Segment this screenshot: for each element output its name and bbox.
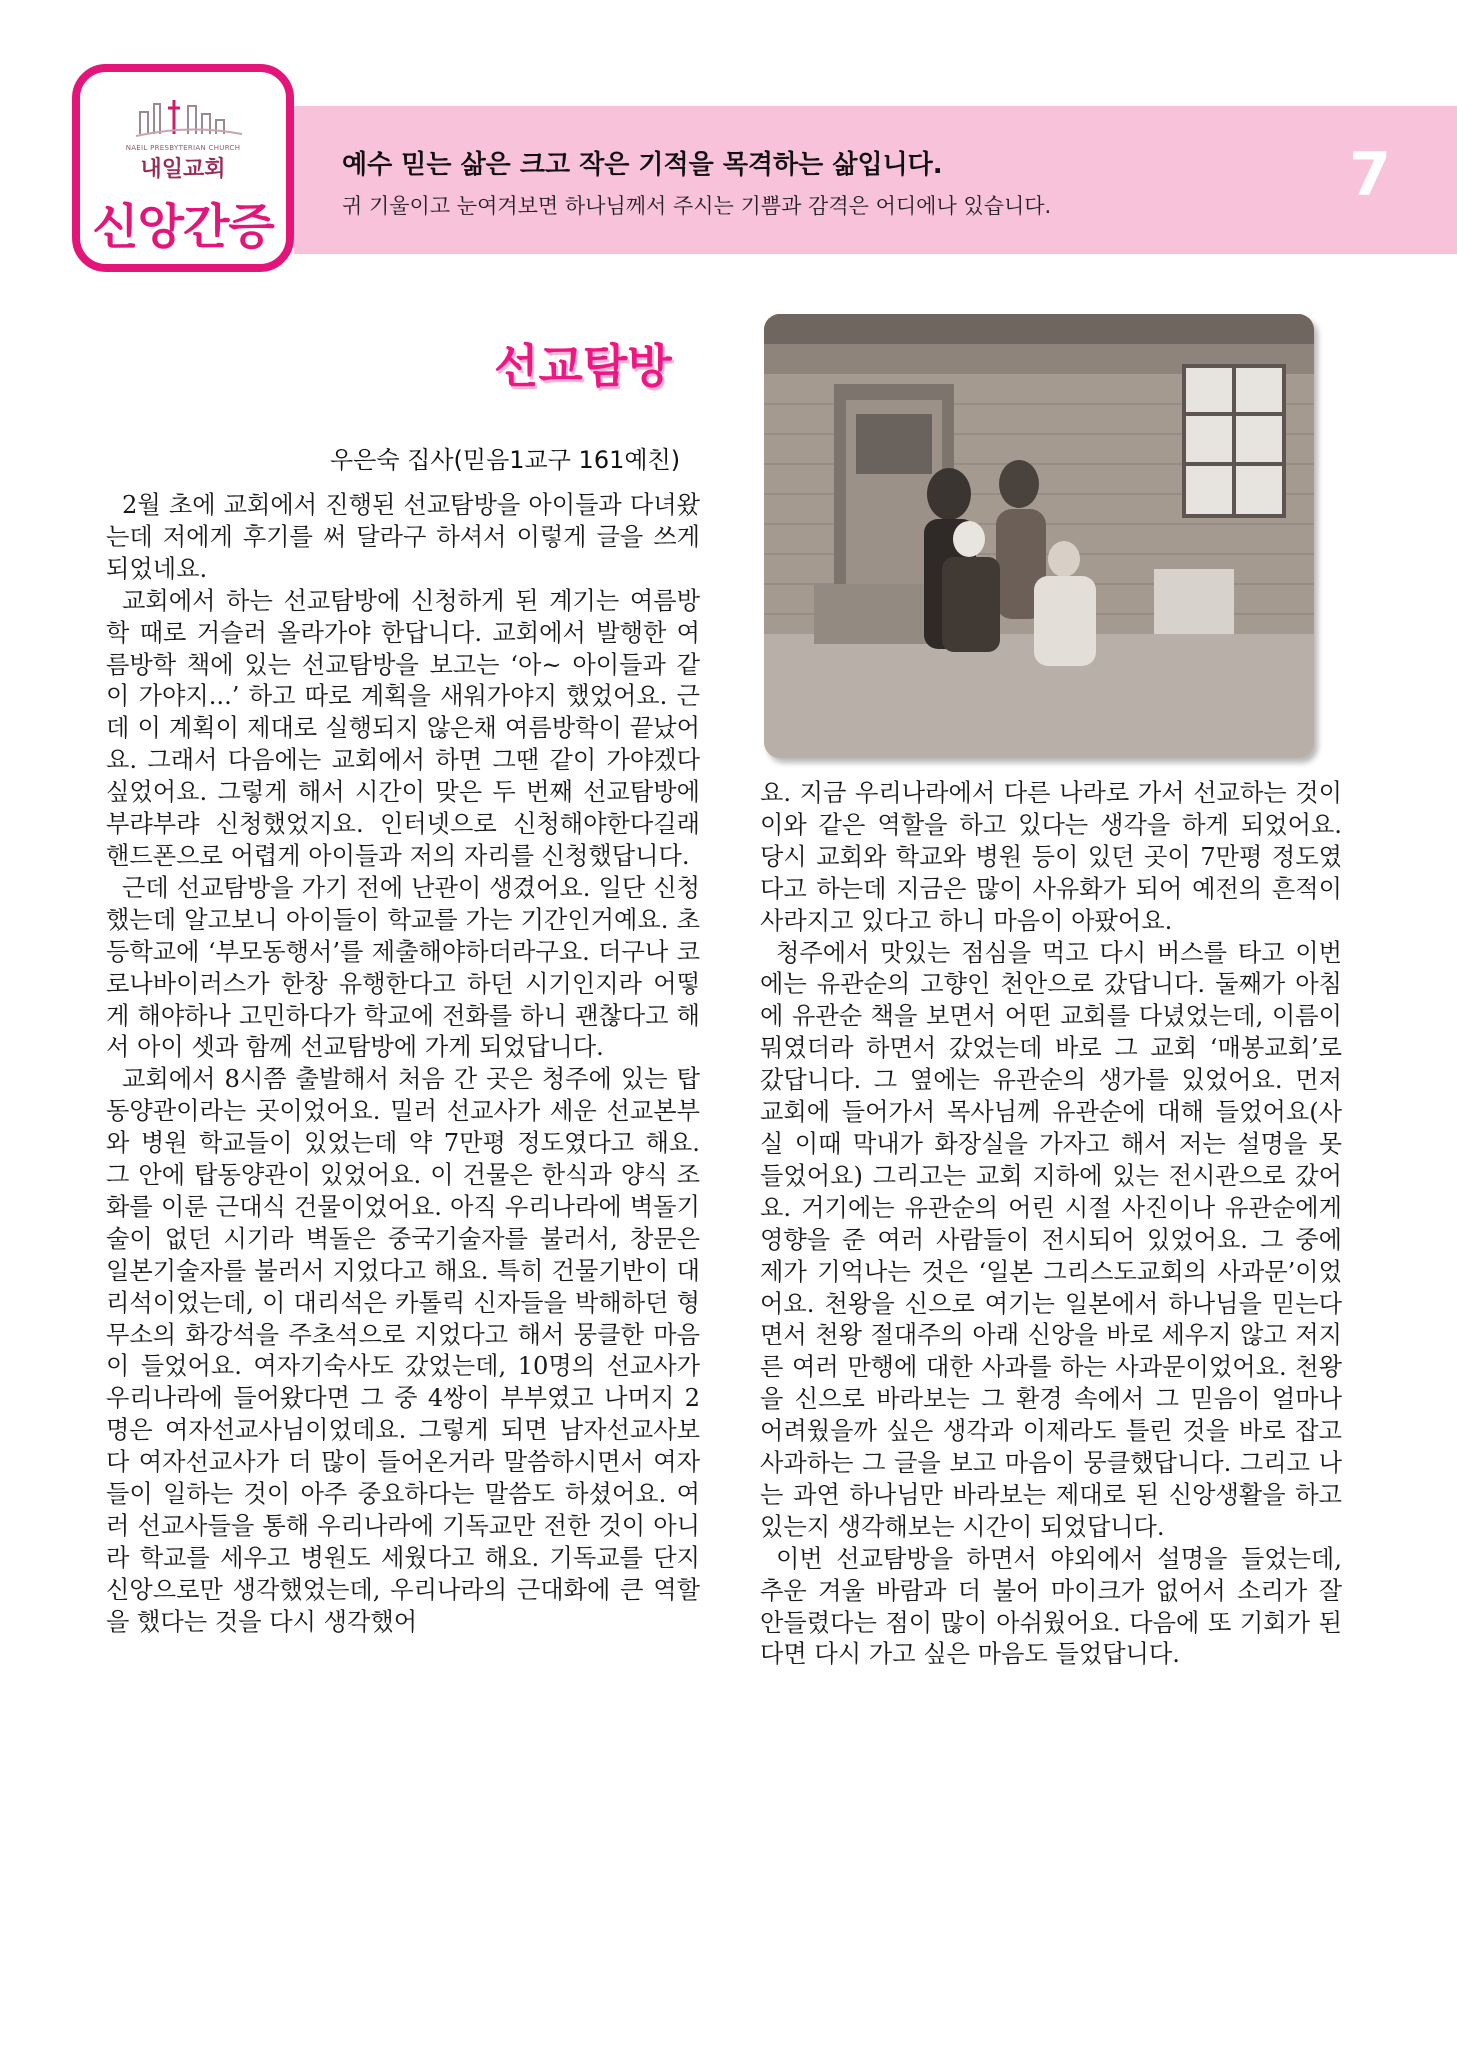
paragraph: 청주에서 맛있는 점심을 먹고 다시 버스를 타고 이번에는 유관순의 고향인 천안으로 갔답니다. 둘째가 아침에 유관순 책을 보면서 어떤 교회를 다녔었는데, 이름이 뭐였더라 하면서 갔었는데 바로 그 교회 ‘매봉교회’로 갔답니다. 그 옆에는 유관순의 생가를 있었어요. 먼저 교회에 들어가서 목사님께 유관순에 대해 들었어요(사실 이때 막내가 화장실을 가자고 해서 저는 설명을 못 들었어요) 그리고는 교회 지하에 있는 전시관으로 갔어요. 거기에는 유관순의 어린 시절 사진이나 유관순에게 영향을 준 여러 사람들이 전시되어 있었어요. 그 중에 제가 기억나는 것은 ‘일본 그리스도교회의 사과문’이었어요. 천왕을 신으로 여기는 일본에서 하나님을 믿는다면서 천왕 절대주의 아래 신앙을 바로 세우지 않고 저지른 여러 만행에 대한 사과를 하는 사과문이었어요. 천왕을 신으로 바라보는 그 환경 속에서 그 믿음이 얼마나 어려웠을까 싶은 생각과 이제라도 틀린 것을 바로 잡고 사과하는 그 글을 보고 마음이 뭉클했답니다. 그리고 나는 과연 하나님만 바라보는 제대로 된 신앙생활을 하고 있는지 생각해보는 시간이 되었답니다. [760, 938, 1342, 1541]
paragraph: 2월 초에 교회에서 진행된 선교탐방을 아이들과 다녀왔는데 저에게 후기를 써 달라구 하셔서 이렇게 글을 쓰게 되었네요. [106, 491, 700, 583]
article-column-left [106, 490, 700, 1639]
page-number: 7 [1349, 140, 1391, 210]
banner-subtitle: 귀 기울이고 눈여겨보면 하나님께서 주시는 기쁨과 감격은 어디에나 있습니다. [342, 194, 1052, 218]
paragraph: 요. 지금 우리나라에서 다른 나라로 가서 선교하는 것이 이와 같은 역할을 하고 있다는 생각을 하게 되었어요. 당시 교회와 학교와 병원 등이 있던 곳이 7만평 정도였다고 하는데 지금은 많이 사유화가 되어 예전의 흔적이 사라지고 있다고 하니 마음이 아팠어요. [760, 779, 1342, 935]
paragraph: 교회에서 하는 선교탐방에 신청하게 된 계기는 여름방학 때로 거슬러 올라가야 한답니다. 교회에서 발행한 여름방학 책에 있는 선교탐방을 보고는 ‘아~ 아이들과 같이 가야지...’ 하고 따로 계획을 새워가야지 했었어요. 근데 이 계획이 제대로 실행되지 않은채 여름방학이 끝났어요. 그래서 다음에는 교회에서 하면 그땐 같이 가야겠다 싶었어요. 그렇게 해서 시간이 맞은 두 번째 선교탐방에 부랴부랴 신청했었지요. 인터넷으로 신청해야한다길래 핸드폰으로 어렵게 아이들과 저의 자리를 신청했답니다. [106, 586, 700, 870]
article-byline: 우은숙 집사(믿음1교구 161예친) [330, 446, 681, 474]
header-banner [294, 106, 1457, 254]
logo-subtitle: NAEIL PRESBYTERIAN CHURCH [125, 144, 241, 152]
family-photo [764, 314, 1314, 758]
church-skyline-icon [134, 94, 244, 140]
banner-title: 예수 믿는 삶은 크고 작은 기적을 목격하는 삶입니다. [342, 150, 943, 180]
paragraph: 근데 선교탐방을 가기 전에 난관이 생겼어요. 일단 신청했는데 알고보니 아이들이 학교를 가는 기간인거예요. 초등학교에 ‘부모동행서’를 제출해야하더라구요. 더구나 코로나바이러스가 한창 유행한다고 하던 시기인지라 어떻게 해야하나 고민하다가 학교에 전화를 하니 괜찮다고 해서 아이 셋과 함께 선교탐방에 가게 되었답니다. [106, 873, 700, 1062]
church-name: 내일교회 [140, 157, 226, 182]
paragraph: 교회에서 8시쯤 출발해서 처음 간 곳은 청주에 있는 탑동양관이라는 곳이었어요. 밀러 선교사가 세운 선교본부와 병원 학교들이 있었는데 약 7만평 정도였다고 해요. 그 안에 탑동양관이 있었어요. 이 건물은 한식과 양식 조화를 이룬 근대식 건물이었어요. 아직 우리나라에 벽돌기술이 없던 시기라 벽돌은 중국기술자를 불러서, 창문은 일본기술자를 불러서 지었다고 해요. 특히 건물기반이 대리석이었는데, 이 대리석은 카톨릭 신자들을 박해하던 형무소의 화강석을 주초석으로 지었다고 해서 뭉클한 마음이 들었어요. 여자기숙사도 갔었는데, 10명의 선교사가 우리나라에 들어왔다면 그 중 4쌍이 부부였고 나머지 2명은 여자선교사님이었데요. 그렇게 되면 남자선교사보다 여자선교사가 더 많이 들어온거라 말씀하시면서 여자들이 일하는 것이 아주 중요하다는 말씀도 하셨어요. 여러 선교사들을 통해 우리나라에 기독교만 전한 것이 아니라 학교를 세우고 병원도 세웠다고 해요. 기독교를 단지 신앙으로만 생각했었는데, 우리나라의 근대화에 큰 역할을 했다는 것을 다시 생각했어 [106, 1065, 700, 1636]
family-photo-icon [764, 314, 1314, 758]
section-title: 신앙간증 [92, 199, 274, 255]
article-column-right [760, 778, 1342, 1671]
article-title: 선교탐방 [494, 339, 672, 393]
church-logo-badge [72, 64, 294, 272]
paragraph: 이번 선교탐방을 하면서 야외에서 설명을 들었는데, 추운 겨울 바람과 더 불어 마이크가 없어서 소리가 잘 안들렸다는 점이 많이 아쉬웠어요. 다음에 또 기회가 된다면 다시 가고 싶은 마음도 들었답니다. [760, 1544, 1342, 1669]
